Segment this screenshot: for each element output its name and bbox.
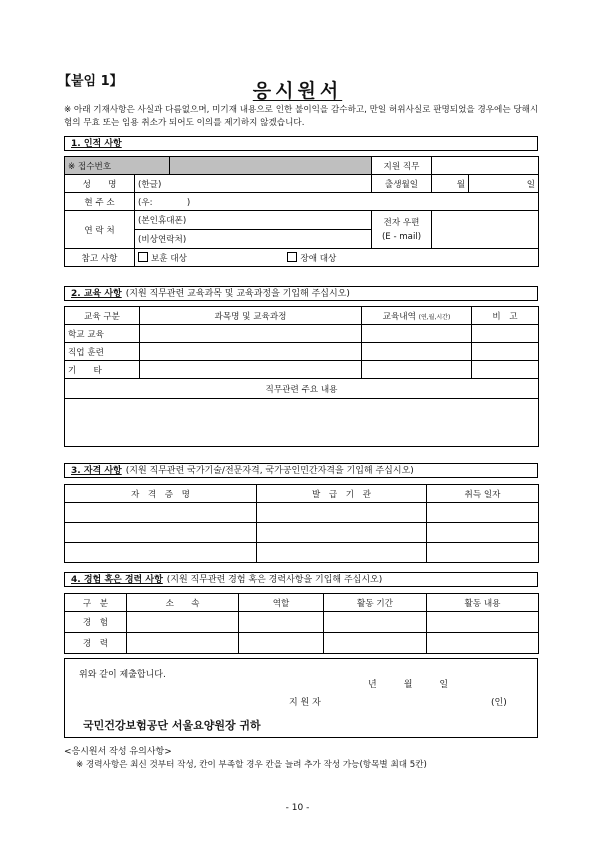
page-title [0,76,595,103]
cert-cell[interactable] [257,503,427,523]
disability-checkbox[interactable] [287,252,297,262]
edu-cell[interactable] [140,325,362,343]
section-title: 2. 교육 사항 [71,289,122,299]
notes-heading: <응시원서 작성 유의사항> [64,747,172,757]
personal-info-table [64,156,539,267]
section-desc: (지원 직무관련 교육과목 및 교육과정을 기입해 주십시오) [125,289,350,299]
email-label [372,211,432,249]
address-label: 현 주 소 [65,193,135,211]
edu-detail-header [362,307,472,325]
exp-content-header: 활동 내용 [427,594,539,612]
statement: 위와 같이 제출합니다. [79,670,166,680]
cert-cell[interactable] [257,523,427,543]
contact-label: 연 락 처 [65,211,135,249]
edu-detail-unit: (연,월,시간) [418,313,451,321]
section-title: 1. 인적 사항 [71,139,122,149]
attachment-label: 【붙임 1】 [58,74,123,89]
name-hint: (한글) [138,179,162,190]
cert-cell[interactable] [65,523,257,543]
cert-date-header: 취득 일자 [427,485,539,503]
edu-note-header: 비 고 [472,307,539,325]
section-title: 3. 자격 사항 [71,466,122,476]
mobile-field[interactable] [135,211,372,230]
cert-cell[interactable] [65,543,257,563]
education-table [64,306,539,447]
page-number: - 10 - [285,803,310,813]
edu-main-field[interactable] [65,399,539,447]
signature-box [64,658,538,738]
cert-cell[interactable] [427,503,539,523]
exp-cell[interactable] [239,633,324,654]
section-desc: (지원 직무관련 경험 혹은 경력사항을 기입해 주십시오) [166,575,383,585]
edu-detail-label: 교육내역 [382,311,416,322]
ref-options [135,249,539,267]
exp-cell[interactable] [427,612,539,633]
experience-table [64,593,539,654]
cert-issuer-header: 발 급 기 관 [257,485,427,503]
ref-label: 참고 사항 [65,249,135,267]
veteran-label: 보훈 대상 [151,253,187,264]
section-personal-header [64,136,538,151]
notes-text: ※ 경력사항은 최신 것부터 작성, 칸이 부족할 경우 칸을 늘려 추가 작성 가능(항목별 최대 5칸) [76,760,427,770]
exp-role-header: 역할 [239,594,324,612]
month-label: 월 [456,179,466,190]
date-line: 년 월 일 [368,680,449,690]
notice-text: ※ 아래 기재사항은 사실과 다름없으며, 미기재 내용으로 인한 불이익을 감수하고, 만일 허위사실로 판명되었을 경우에는 당해시험의 무효 또는 임용 취소가 되어도 이의를 제기하지 않겠습니다. [64,105,539,128]
exp-type-header: 구 분 [65,594,127,612]
alt-phone-hint: (비상연락처) [138,235,187,245]
edu-cell[interactable] [472,361,539,379]
section-education-header [64,286,538,301]
mobile-hint: (본인휴대폰) [138,216,187,226]
address-hint: (우: ) [138,197,191,208]
edu-row-label: 직업 훈련 [65,343,140,361]
exp-period-header: 활동 기간 [324,594,427,612]
cert-table [64,484,539,563]
edu-main-header: 직무관련 주요 내용 [65,379,539,399]
veteran-checkbox[interactable] [138,252,148,262]
email-label-ko: 전자 우편 [383,217,420,228]
exp-row-label: 경 험 [65,612,127,633]
section-title: 4. 경험 혹은 경력 사항 [71,575,163,585]
birth-day-field[interactable] [469,175,539,193]
birth-month-field[interactable] [432,175,469,193]
exp-row-label: 경 력 [65,633,127,654]
exp-cell[interactable] [127,612,239,633]
exp-cell[interactable] [324,633,427,654]
cert-cell[interactable] [427,543,539,563]
birth-label: 출생월일 [372,175,432,193]
day-label: 일 [526,179,536,190]
exp-cell[interactable] [239,612,324,633]
edu-subject-header: 과목명 및 교육과정 [140,307,362,325]
cert-cell[interactable] [257,543,427,563]
name-label: 성 명 [65,175,135,193]
edu-cell[interactable] [472,343,539,361]
job-label: 지원 직무 [372,157,432,175]
email-label-en: (E - mail) [381,231,422,242]
edu-cell[interactable] [362,325,472,343]
edu-type-header: 교육 구분 [65,307,140,325]
edu-cell[interactable] [362,343,472,361]
exp-cell[interactable] [427,633,539,654]
alt-phone-field[interactable] [135,230,372,249]
cert-cell[interactable] [427,523,539,543]
exp-org-header: 소 속 [127,594,239,612]
cert-cell[interactable] [65,503,257,523]
exp-cell[interactable] [127,633,239,654]
address-field[interactable] [135,193,539,211]
disability-label: 장애 대상 [300,253,337,264]
recipient: 국민건강보험공단 서울요양원장 귀하 [83,719,261,732]
edu-cell[interactable] [140,361,362,379]
name-field[interactable] [135,175,372,193]
section-cert-header [64,463,538,478]
edu-row-label: 기 타 [65,361,140,379]
job-field[interactable] [432,157,539,175]
section-experience-header [64,572,538,587]
edu-cell[interactable] [362,361,472,379]
title-text: 응시원서 [252,80,343,102]
edu-row-label: 학교 교육 [65,325,140,343]
section-desc: (지원 직무관련 국가기술/전문자격, 국가공인민간자격을 기입해 주십시오) [125,466,414,476]
cert-name-header: 자 격 증 명 [65,485,257,503]
edu-cell[interactable] [472,325,539,343]
edu-cell[interactable] [140,343,362,361]
seal-mark: (인) [491,698,507,708]
email-field[interactable] [432,211,539,249]
receipt-no-cell [170,157,372,175]
receipt-no-label: ※ 접수번호 [65,157,170,175]
exp-cell[interactable] [324,612,427,633]
applicant-label: 지 원 자 [289,698,321,708]
